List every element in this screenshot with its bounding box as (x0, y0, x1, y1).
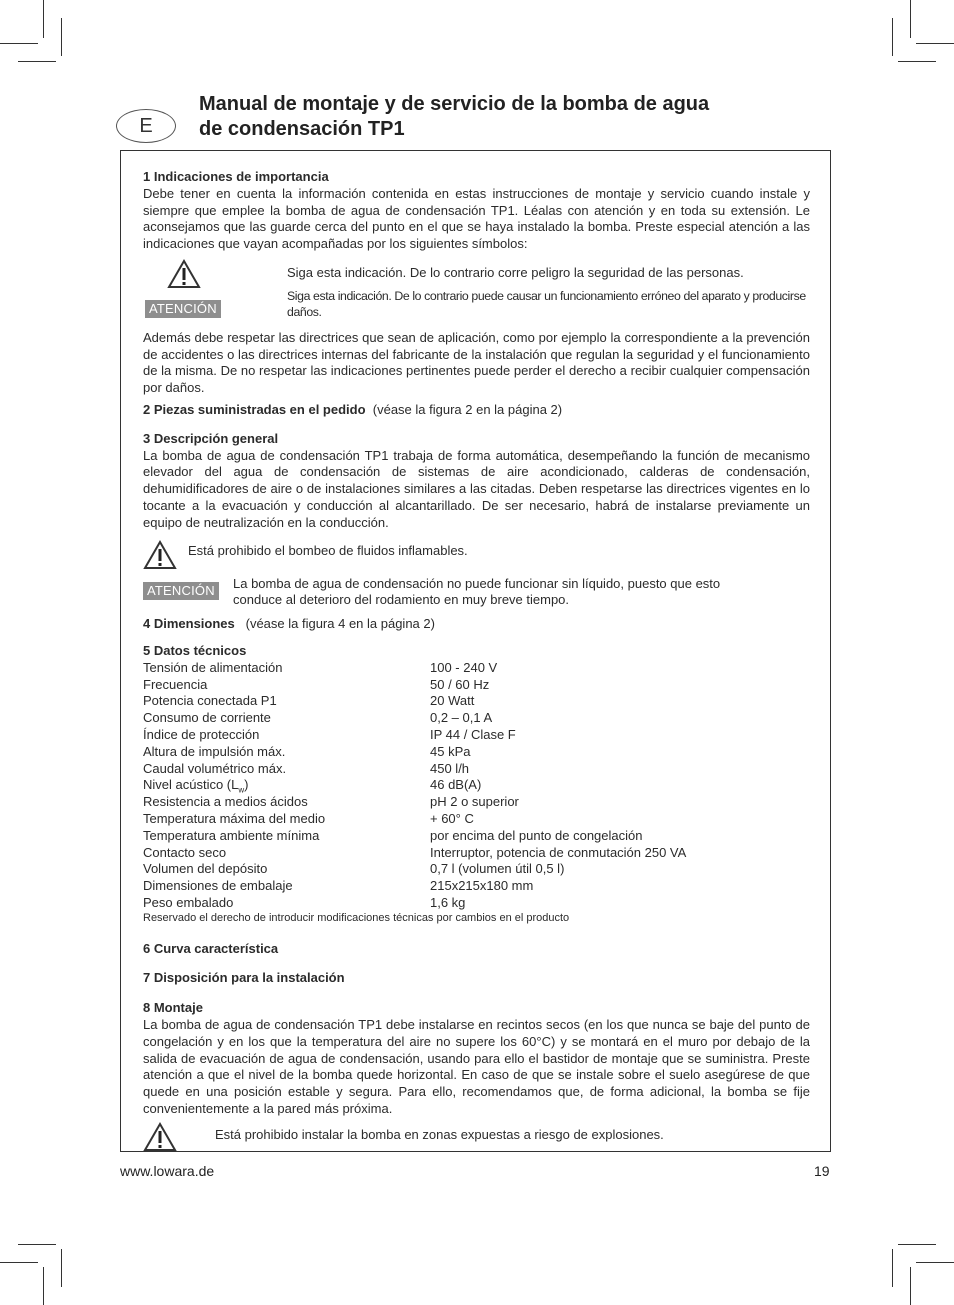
crop-mark (892, 1249, 893, 1287)
section-3-warning-row (143, 540, 810, 570)
footer-website: www.lowara.de (120, 1163, 215, 1179)
spec-row (143, 677, 810, 694)
spec-value: IP 44 / Clase F (430, 726, 516, 742)
section-4-heading: 4 Dimensiones (143, 616, 235, 632)
spec-key: Índice de protección (143, 726, 260, 742)
section-3-body: La bomba de agua de condensación TP1 trabaja de forma automática, desempeñando la función de mecanismo elevador del agua de condensación de sistemas de aire acondicionado, calderas de condensación, dehumidificadores de aire o de instalaciones similares a las citadas. Deben respetarse las directrices vigentes en lo tocante a la evacuación y conducción al alcantarillado. De ser necesario, habrá de instalarse previamente un equipo de neutralización en la conducción. (143, 447, 810, 530)
spec-row (143, 693, 810, 710)
spec-value: Interruptor, potencia de conmutación 250 VA (430, 844, 687, 860)
crop-mark (0, 1262, 38, 1263)
spec-key: Peso embalado (143, 894, 234, 910)
crop-mark (18, 61, 56, 62)
spec-row (143, 845, 810, 862)
crop-mark (43, 0, 44, 38)
spec-note: Reservado el derecho de introducir modificaciones técnicas por cambios en el producto (143, 911, 570, 924)
spec-row (143, 861, 810, 878)
attention-label: ATENCIÓN (143, 582, 219, 600)
spec-key: Dimensiones de embalaje (143, 878, 293, 894)
spec-row (143, 761, 810, 778)
crop-mark (910, 1267, 911, 1305)
spec-row (143, 727, 810, 744)
spec-key: Frecuencia (143, 676, 208, 692)
spec-row (143, 895, 810, 912)
spec-key: Resistencia a medios ácidos (143, 794, 308, 810)
page-number: 19 (814, 1163, 830, 1179)
crop-mark (892, 18, 893, 56)
section-3-warning-text: Está prohibido el bombeo de fluidos inflamables. (188, 542, 468, 558)
section-2-heading: 2 Piezas suministradas en el pedido (143, 401, 366, 417)
spec-value: 100 - 240 V (430, 659, 498, 675)
section-8-heading: 8 Montaje (143, 1000, 203, 1016)
section-7-heading: 7 Disposición para la instalación (143, 970, 345, 986)
page-title-line-1: Manual de montaje y de servicio de la bomba de agua (199, 93, 710, 115)
spec-key: Consumo de corriente (143, 710, 271, 726)
document-body (143, 169, 810, 1152)
page-title (199, 92, 819, 142)
crop-mark (0, 43, 38, 44)
spec-key: Tensión de alimentación (143, 659, 283, 675)
section-5-heading: 5 Datos técnicos (143, 642, 247, 658)
spec-row (143, 777, 810, 794)
attention-column (143, 576, 233, 600)
crop-mark (898, 1244, 936, 1245)
crop-mark (910, 0, 911, 38)
crop-mark (61, 1249, 62, 1287)
warning-symbol-row (143, 259, 810, 321)
spec-row (143, 710, 810, 727)
spec-key-text: ) (244, 777, 249, 793)
spec-value: + 60° C (430, 810, 474, 826)
spec-row (143, 811, 810, 828)
section-8-body: La bomba de agua de condensación TP1 debe instalarse en recintos secos (en los que nunca se baje del punto de congelación y en los que la temperatura del aire no supere los 60°C) y se montará en el muro por debajo de la salida de evacuación de agua de condensación, usando para ello el bastidor de montaje que se suministra. Preste atención a que el nivel de la bomba quede horizontal. En caso de que se instale sobre el suelo asegúrese de que quede en una posición estable y segura. Para ello, recomendamos que, de forma adicional, la bomba se fije convenientemente a la pared más próxima. (143, 1017, 810, 1117)
spec-key: Volumen del depósito (143, 861, 268, 877)
spec-key: Altura de impulsión máx. (143, 743, 286, 759)
spec-value: 1,6 kg (430, 894, 466, 910)
section-3-attention-text: La bomba de agua de condensación no puede funcionar sin líquido, puesto que esto conduce al deterioro del rodamiento en muy breve tiempo. (233, 575, 721, 608)
section-6-heading: 6 Curva característica (143, 940, 279, 956)
symbol-descriptions (287, 259, 810, 321)
spec-value: por encima del punto de congelación (430, 827, 643, 843)
spec-key: Potencia conectada P1 (143, 693, 277, 709)
crop-mark (61, 18, 62, 56)
language-badge: E (116, 109, 176, 143)
section-1-para-2: Además debe respetar las directrices que sean de aplicación, como por ejemplo la correspondiente a la prevención de accidentes o las directrices internas del fabricante de la instalación que regulan la seguridad y el funcionamiento de la misma. De no respetar las indicaciones pertinentes puede perder el derecho a recibir cualquier compensación por daños. (143, 329, 810, 396)
crop-mark (43, 1267, 44, 1305)
section-8-warning-text: Está prohibido instalar la bomba en zonas expuestas a riesgo de explosiones. (215, 1126, 664, 1142)
crop-mark (898, 61, 936, 62)
section-2-ref: (véase la figura 2 en la página 2) (372, 401, 563, 417)
spec-value: 0,7 l (volumen útil 0,5 l) (430, 861, 565, 877)
section-3-heading: 3 Descripción general (143, 430, 279, 446)
spec-value: 0,2 – 0,1 A (430, 710, 493, 726)
spec-value: 46 dB(A) (430, 777, 482, 793)
attention-label: ATENCIÓN (145, 300, 221, 318)
crop-mark (916, 43, 954, 44)
warning-symbol-text: Siga esta indicación. De lo contrario corre peligro la seguridad de las personas. (287, 264, 744, 280)
section-4-ref: (véase la figura 4 en la página 2) (245, 616, 435, 632)
spec-key: Contacto seco (143, 844, 227, 860)
spec-key: Caudal volumétrico máx. (143, 760, 287, 776)
spec-value: 20 Watt (430, 693, 475, 709)
spec-row (143, 878, 810, 895)
section-3-attention-row (143, 576, 810, 610)
warning-triangle-icon (143, 540, 177, 570)
spec-key-subscript: w (238, 785, 245, 795)
spec-key-text: Nivel acústico (L (143, 777, 239, 793)
attention-symbol-text: Siga esta indicación. De lo contrario puede causar un funcionamiento erróneo del aparato y producirse daños. (287, 288, 806, 320)
spec-value: pH 2 o superior (430, 794, 519, 810)
spec-value: 45 kPa (430, 743, 471, 759)
spec-key: Temperatura ambiente mínima (143, 827, 320, 843)
spec-value: 50 / 60 Hz (430, 676, 490, 692)
spec-row (143, 828, 810, 845)
section-1-intro: Debe tener en cuenta la información contenida en estas instrucciones de montaje y servicio cuando instale y siempre que emplee la bomba de agua de condensación TP1. Léalas con atención y en toda su extensión. Le aconsejamos que las guarde cerca del punto en el que se haya instalado la bomba. Preste especial atención a las indicaciones que vayan acompañadas por los siguientes símbolos: (143, 185, 810, 252)
spec-row (143, 744, 810, 761)
spec-row (143, 794, 810, 811)
section-4-line (143, 616, 810, 633)
warning-triangle-icon (167, 259, 201, 289)
page-title-line-2: de condensación TP1 (199, 118, 405, 140)
section-2-line (143, 402, 810, 419)
crop-mark (916, 1262, 954, 1263)
warning-triangle-icon (143, 1122, 177, 1152)
spec-value: 450 l/h (430, 760, 470, 776)
spec-row (143, 660, 810, 677)
spec-table (143, 660, 810, 912)
spec-key: Temperatura máxima del medio (143, 810, 326, 826)
symbol-column (143, 259, 287, 317)
spec-value: 215x215x180 mm (430, 878, 534, 894)
section-8-warning-row (143, 1122, 810, 1152)
crop-mark (18, 1244, 56, 1245)
spec-key (143, 777, 430, 794)
section-1-heading: 1 Indicaciones de importancia (143, 169, 329, 184)
